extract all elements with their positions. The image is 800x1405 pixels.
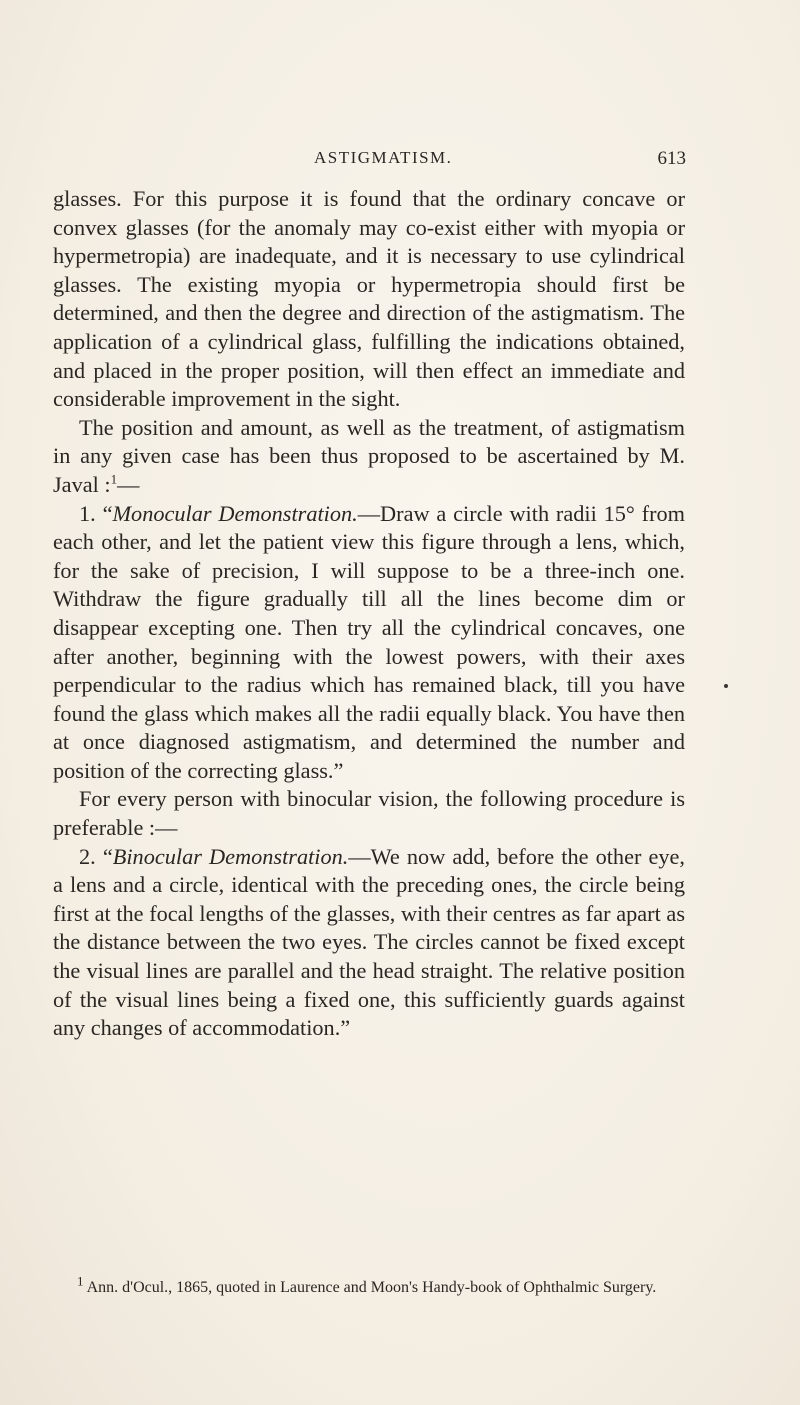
footnote-ref: 1: [110, 471, 118, 487]
paragraph-5: [53, 843, 685, 1043]
section-number-1: 1.: [79, 500, 96, 526]
section-title-monocular: Monocular Demonstration.: [112, 500, 358, 526]
paragraph-5-text: —We now add, before the other eye, a lens and a circle, identical with the preceding ones, the circle being first at the focal lengths of the glasses, with their centres as far apart as the distance between the two eyes. The circles cannot be fixed except the visual lines are parallel and the head straight. The relative position of the visual lines being a fixed one, this sufficiently guards against any changes of accommodation.”: [53, 843, 686, 1041]
paragraph-2: [53, 414, 685, 500]
footnote: [53, 1273, 685, 1299]
paragraph-2-text: The position and amount, as well as the treatment, of astigmatism in any given case has been thus proposed to be ascertained by M. Javal :: [53, 414, 685, 497]
paragraph-3: [53, 500, 685, 786]
paragraph-1: [53, 185, 685, 414]
page-number: 613: [657, 148, 686, 169]
section-number-2: 2.: [79, 843, 96, 869]
open-quote-2: “: [102, 843, 113, 869]
paragraph-2-tail: —: [117, 471, 140, 497]
open-quote-1: “: [102, 500, 113, 526]
margin-dot: [724, 684, 728, 688]
footnote-text: Ann. d'Ocul., 1865, quoted in Laurence and Moon's Handy-book of Ophthalmic Surgery.: [86, 1279, 657, 1296]
footnote-marker: 1: [77, 1273, 84, 1289]
body-text: [53, 185, 685, 1043]
paragraph-4: [53, 785, 685, 842]
paragraph-1-text: glasses. For this purpose it is found that the ordinary concave or convex glasses (for the anomaly may co-exist either with myopia or hypermetropia) are inadequate, and it is necessary to use cylindrical glasses. The existing myopia or hypermetropia should first be determined, and then the degree and direction of the astigmatism. The application of a cylindrical glass, fulfilling the indications obtained, and placed in the proper position, will then effect an immediate and considerable improvement in the sight.: [53, 186, 685, 412]
paragraph-4-text: For every person with binocular vision, the following procedure is preferable :—: [53, 786, 685, 841]
page-header: [314, 148, 686, 172]
section-title-binocular: Binocular Demonstration.: [112, 843, 349, 869]
running-head: ASTIGMATISM.: [314, 148, 453, 167]
paragraph-3-text: —Draw a circle with radii 15° from each other, and let the patient view this figure through a lens, which, for the sake of precision, I will suppose to be a three-inch one. Withdraw the figure gradually till all the lines become dim or disappear excepting one. Then try all the cylindrical concaves, one after another, beginning with the lowest powers, with their axes perpendicular to the radius which has remained black, till you have found the glass which makes all the radii equally black. You have then at once diagnosed astigmatism, and determined the number and position of the correcting glass.”: [53, 500, 685, 783]
